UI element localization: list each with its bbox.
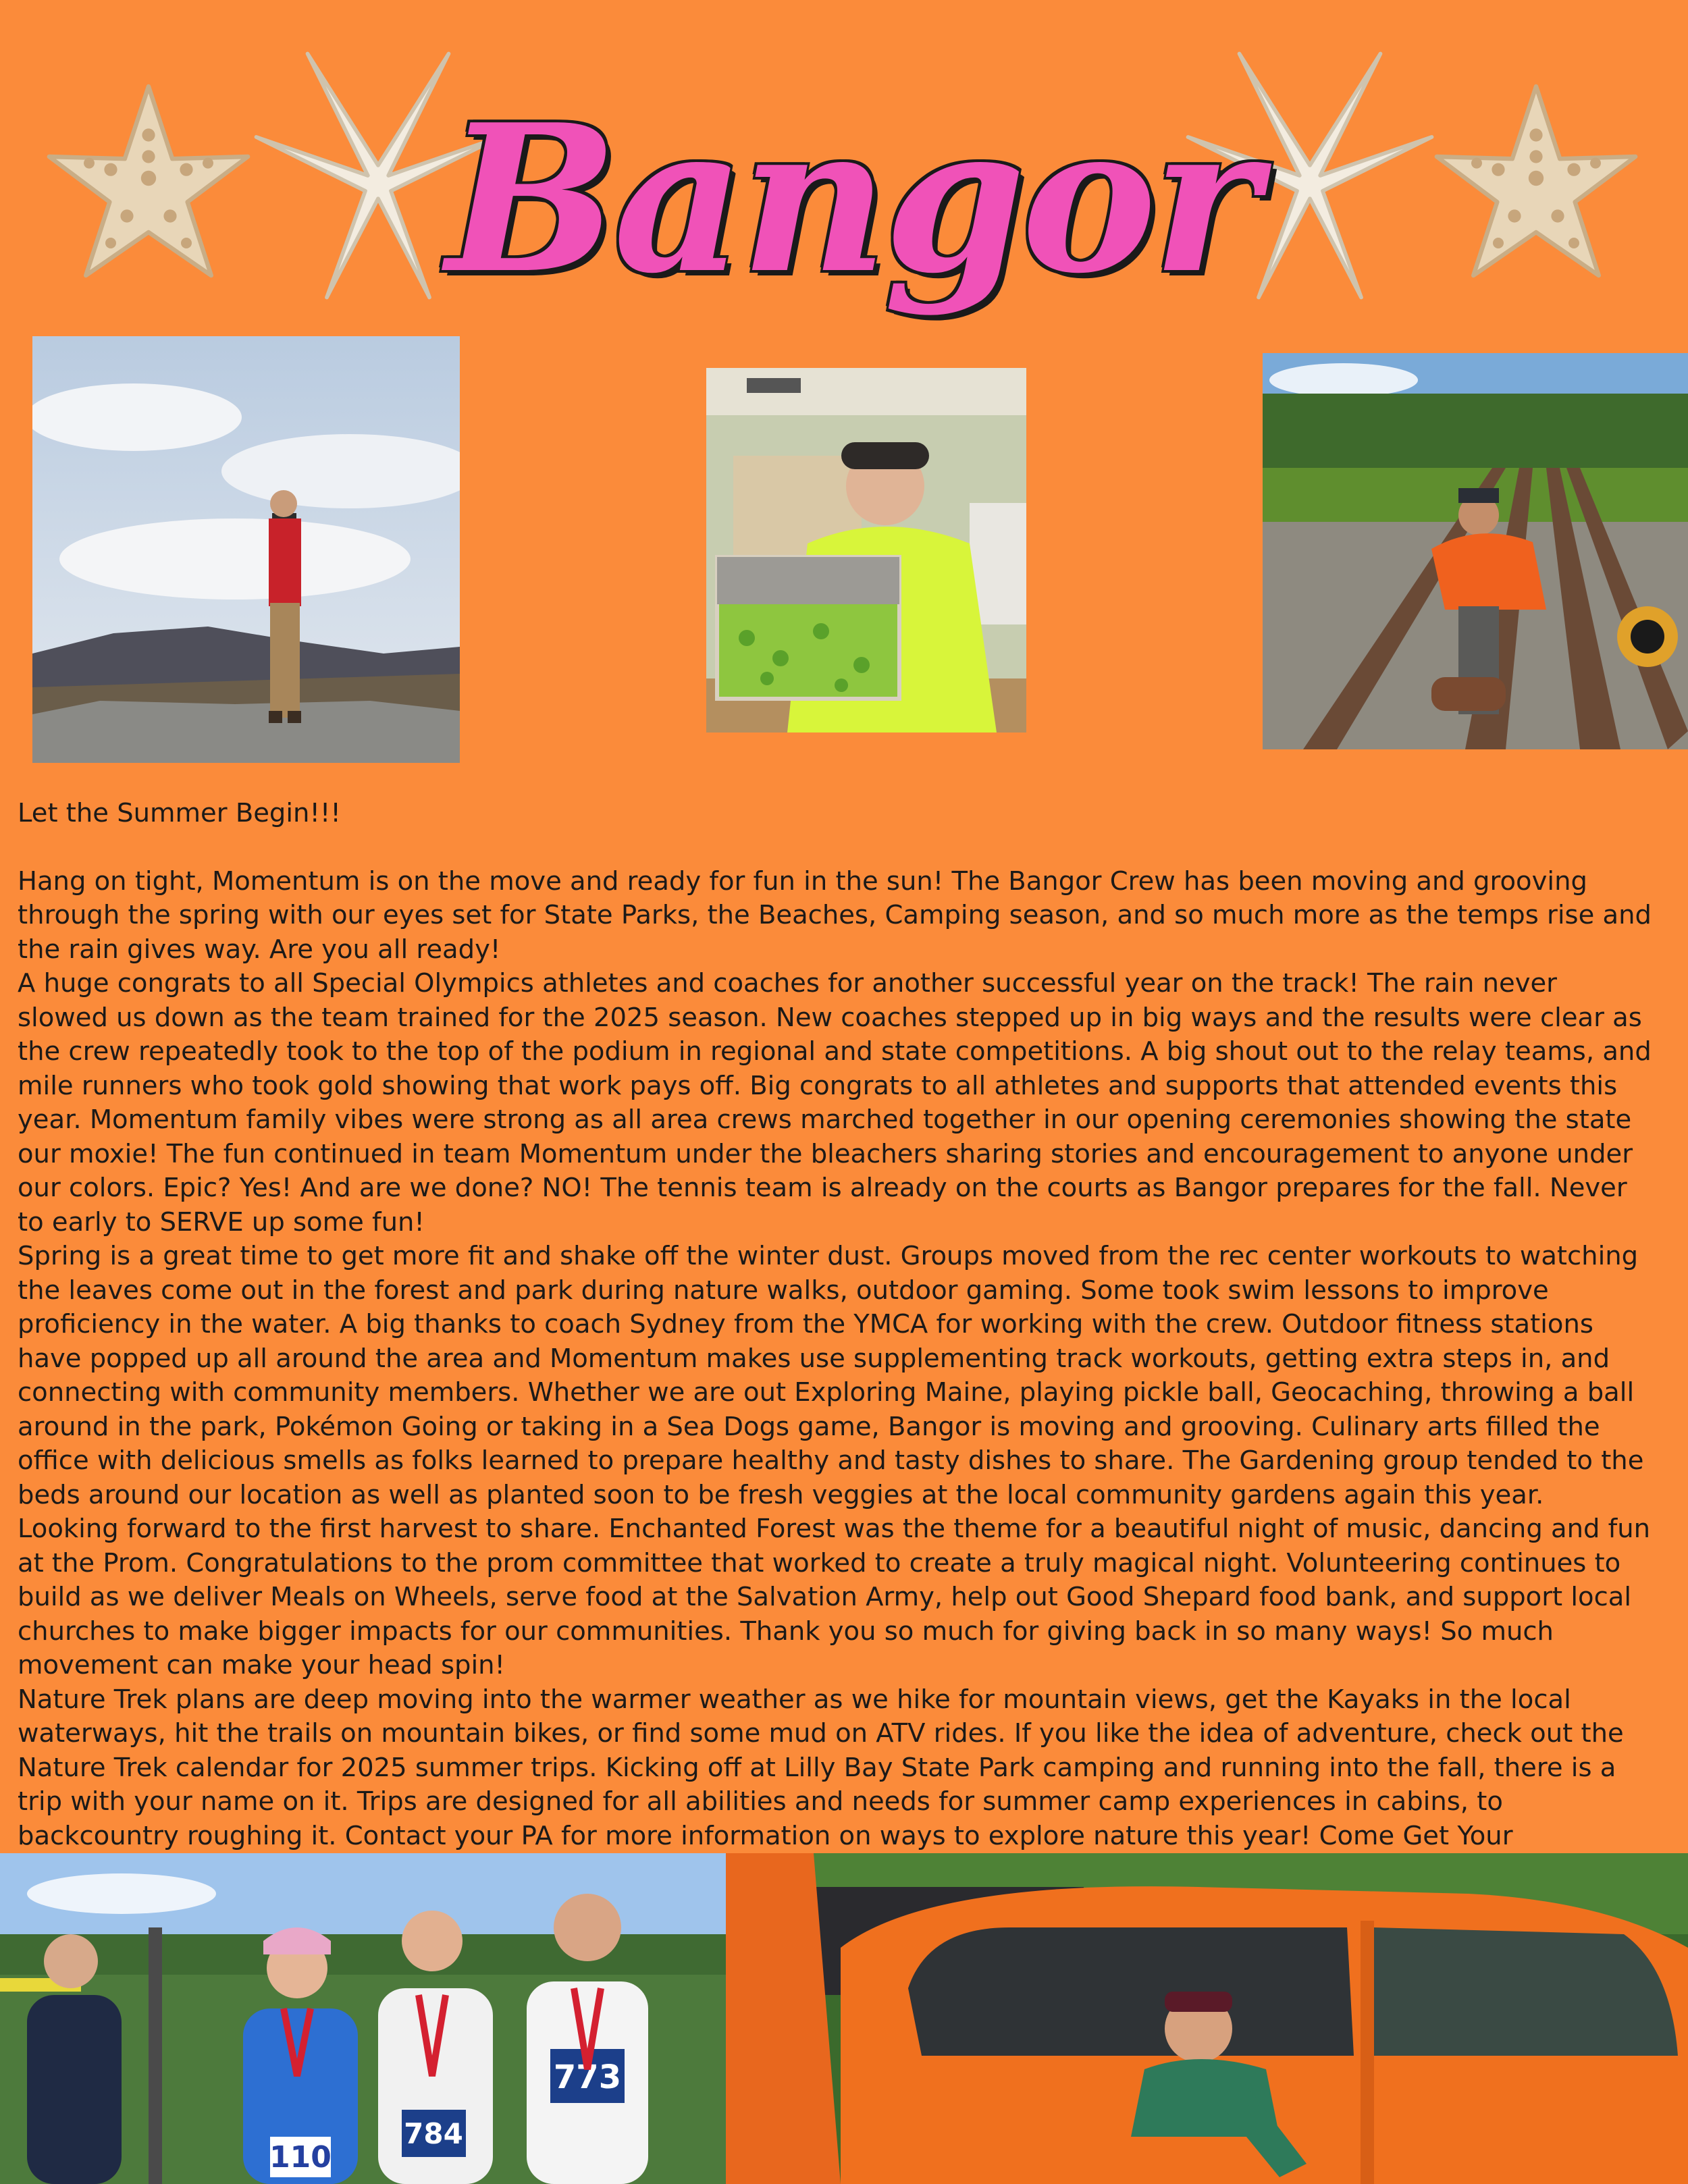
article-heading: Let the Summer Begin!!! [18, 798, 341, 828]
railroad-tracks-photo [1263, 353, 1688, 749]
knobby-starfish-icon [41, 74, 257, 304]
article-paragraph: A huge congrats to all Special Olympics athletes and coaches for another successful year on the track! The rain never slowed us down as the team trained for the 2025 season. New coaches stepped up in big ways and the results were clear as the crew repeatedly took to the top of the podium in regional and state competitions. A big shout out to the relay teams, and mile runners who took gold showing that work pays off. Big congrats to all athletes and supports that attended events this year. Momentum family vibes were strong as all area crews marched together in our opening ceremonies showing the state our moxie! The fun continued in team Momentum under the bleachers sharing stories and encouragement to anyone under our colors. Epic? Yes! And are we done? NO! The tennis team is already on the courts as Bangor prepares for the fall. Never to early to SERVE up some fun! [18, 968, 1652, 1237]
knobby-starfish-icon [1428, 74, 1644, 304]
article-paragraph: Spring is a great time to get more fit and shake off the winter dust. Groups moved from the rec center workouts to watching the leaves come out in the forest and park during nature walks, outdoor gaming. Some took swim lessons to improve proficiency in the water. A big thanks to coach Sydney from the YMCA for working with the crew. Outdoor fitness stations have popped up all around the area and Momentum makes use supplementing track workouts, getting extra steps in, and connecting with community members. Whether we are out Exploring Maine, playing pickle ball, Geocaching, throwing a ball around in the park, Pokémon Going or taking in a Sea Dogs game, Bangor is moving and grooving. Culinary arts filled the office with delicious smells as folks learned to prepare healthy and tasty dishes to share. The Gardening group tended to the beds around our location as well as planted soon to be fresh veggies at the local community gardens again this year. Looking forward to the first harvest to share. Enchanted Forest was the theme for a beautiful night of music, dancing and fun at the Prom. Congratulations to the prom committee that worked to create a truly magical night. Volunteering continues to build as we deliver Meals on Wheels, serve food at the Salvation Army, help out Good Shepard food bank, and support local churches to make bigger impacts for our communities. Thank you so much for giving back in so many ways! So much movement can make your head spin! [18, 1241, 1651, 1680]
article-paragraph: Hang on tight, Momentum is on the move and ready for fun in the sun! The Bangor Crew has been moving and grooving through the spring with our eyes set for State Parks, the Beaches, Camping season, and so much more as the temps rise and the rain gives way. Are you all ready! [18, 865, 1652, 965]
painting-artist-photo [706, 368, 1026, 733]
bib-number-text: 110 [269, 2140, 332, 2175]
bib-number-text: 784 [404, 2117, 463, 2150]
hiker-on-summit-photo [32, 336, 460, 763]
track-team-medals-photo [0, 1853, 726, 2184]
article-body [18, 797, 1652, 1888]
orange-vintage-car-photo [726, 1853, 1688, 2184]
bib-number-text: 773 [553, 2058, 622, 2096]
article-paragraph: Nature Trek plans are deep moving into the warmer weather as we hike for mountain views, get the Kayaks in the local waterways, hit the trails on mountain bikes, or find some mud on ATV rides. If you like the idea of adventure, check out the Nature Trek calendar for 2025 summer trips. Kicking off at Lilly Bay State Park camping and running into the fall, there is a trip with your name on it. Trips are designed for all abilities and needs for summer camp experiences in cabins, to backcountry roughing it. Contact your PA for more information on ways to explore nature this year! Come Get Your [18, 1684, 1624, 1851]
page-title-text: Bangor [446, 80, 1255, 318]
page-title [446, 64, 1255, 334]
